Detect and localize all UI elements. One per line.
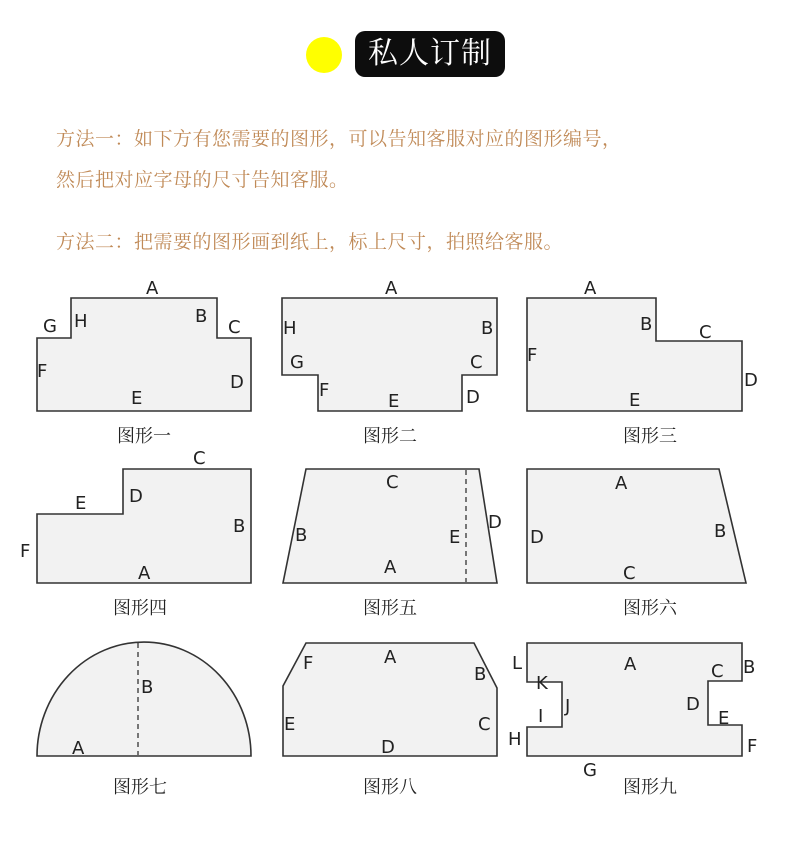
shape-8-label-f: F [303,653,314,674]
shape-1-label-b: B [195,306,208,327]
shape-3-caption: 图形三 [623,426,677,447]
shape-9 [508,643,757,798]
shape-9-label-d: D [686,694,700,715]
shape-4-label-c: C [193,448,206,469]
shape-9-label-c: C [711,661,724,682]
shape-7-label-b: B [141,677,154,698]
shape-2-label-e: E [388,391,400,412]
shape-5 [283,469,502,619]
shape-5-label-e: E [449,527,461,548]
method-one-line-two: 然后把对应字母的尺寸告知客服。 [56,169,349,191]
shape-2-label-d: D [466,387,480,408]
shape-4 [20,448,251,619]
shape-6-label-a: A [615,473,628,494]
shape-6-label-d: D [530,527,544,548]
shape-2-label-a: A [385,278,398,299]
shape-5-label-b: B [295,525,308,546]
shape-4-label-f: F [20,541,31,562]
shape-9-label-f: F [747,736,758,757]
shape-7 [37,642,251,798]
shape-9-label-b: B [743,657,756,678]
shape-8-label-d: D [381,737,395,758]
shape-8-label-a: A [384,647,397,668]
shape-7-caption: 图形七 [113,777,167,798]
shape-7-label-a: A [72,738,85,759]
shape-2-label-h: H [283,318,297,339]
shape-9-label-a: A [624,654,637,675]
page-title: 私人订制 [355,31,505,77]
shape-3-label-a: A [584,278,597,299]
shape-8-caption: 图形八 [363,777,417,798]
shape-9-label-j: J [565,696,571,717]
shape-1-label-f: F [37,361,48,382]
shape-9-label-e: E [718,708,730,729]
shape-1-label-c: C [228,317,241,338]
shape-9-label-h: H [508,729,522,750]
shape-9-label-l: L [512,653,523,674]
shape-9-caption: 图形九 [623,777,677,798]
shape-5-label-d: D [488,512,502,533]
shape-1-label-h: H [74,311,88,332]
method-one-line-one: 方法一：如下方有您需要的图形，可以告知客服对应的图形编号， [56,128,622,150]
shape-1-outline [37,298,251,411]
method-two: 方法二：把需要的图形画到纸上，标上尺寸，拍照给客服。 [56,231,564,253]
shape-4-label-b: B [233,516,246,537]
shape-5-label-a: A [384,557,397,578]
shape-8-label-e: E [284,714,296,735]
shape-6-caption: 图形六 [623,598,677,619]
shape-3-label-d: D [744,370,758,391]
shape-1 [37,278,251,447]
shape-8-label-c: C [478,714,491,735]
shape-9-label-g: G [583,760,597,781]
shape-2-label-f: F [319,380,330,401]
shape-7-outline [37,642,251,756]
shape-5-caption: 图形五 [363,598,417,619]
shape-1-caption: 图形一 [117,426,171,447]
shape-3-label-b: B [640,314,653,335]
shape-9-label-k: K [536,673,548,694]
shape-6-label-b: B [714,521,727,542]
shape-5-label-c: C [386,472,399,493]
shape-2-label-b: B [481,318,494,339]
shape-3-label-e: E [629,390,641,411]
shape-2-label-c: C [470,352,483,373]
shape-3 [527,278,758,447]
shape-4-label-e: E [75,493,87,514]
shape-8 [283,643,497,798]
shape-4-label-a: A [138,563,151,584]
shape-2-label-g: G [290,352,304,373]
shape-1-label-g: G [43,316,57,337]
shape-8-label-b: B [474,664,487,685]
shape-6 [527,469,746,619]
shape-6-label-c: C [623,563,636,584]
shape-1-label-a: A [146,278,159,299]
shape-9-label-i: I [538,706,544,727]
shape-4-caption: 图形四 [113,598,167,619]
shape-1-label-e: E [131,388,143,409]
shape-4-label-d: D [129,486,143,507]
shape-2 [282,278,497,447]
shape-2-caption: 图形二 [363,426,417,447]
shape-3-label-c: C [699,322,712,343]
shape-1-label-d: D [230,372,244,393]
shape-3-label-f: F [527,345,538,366]
